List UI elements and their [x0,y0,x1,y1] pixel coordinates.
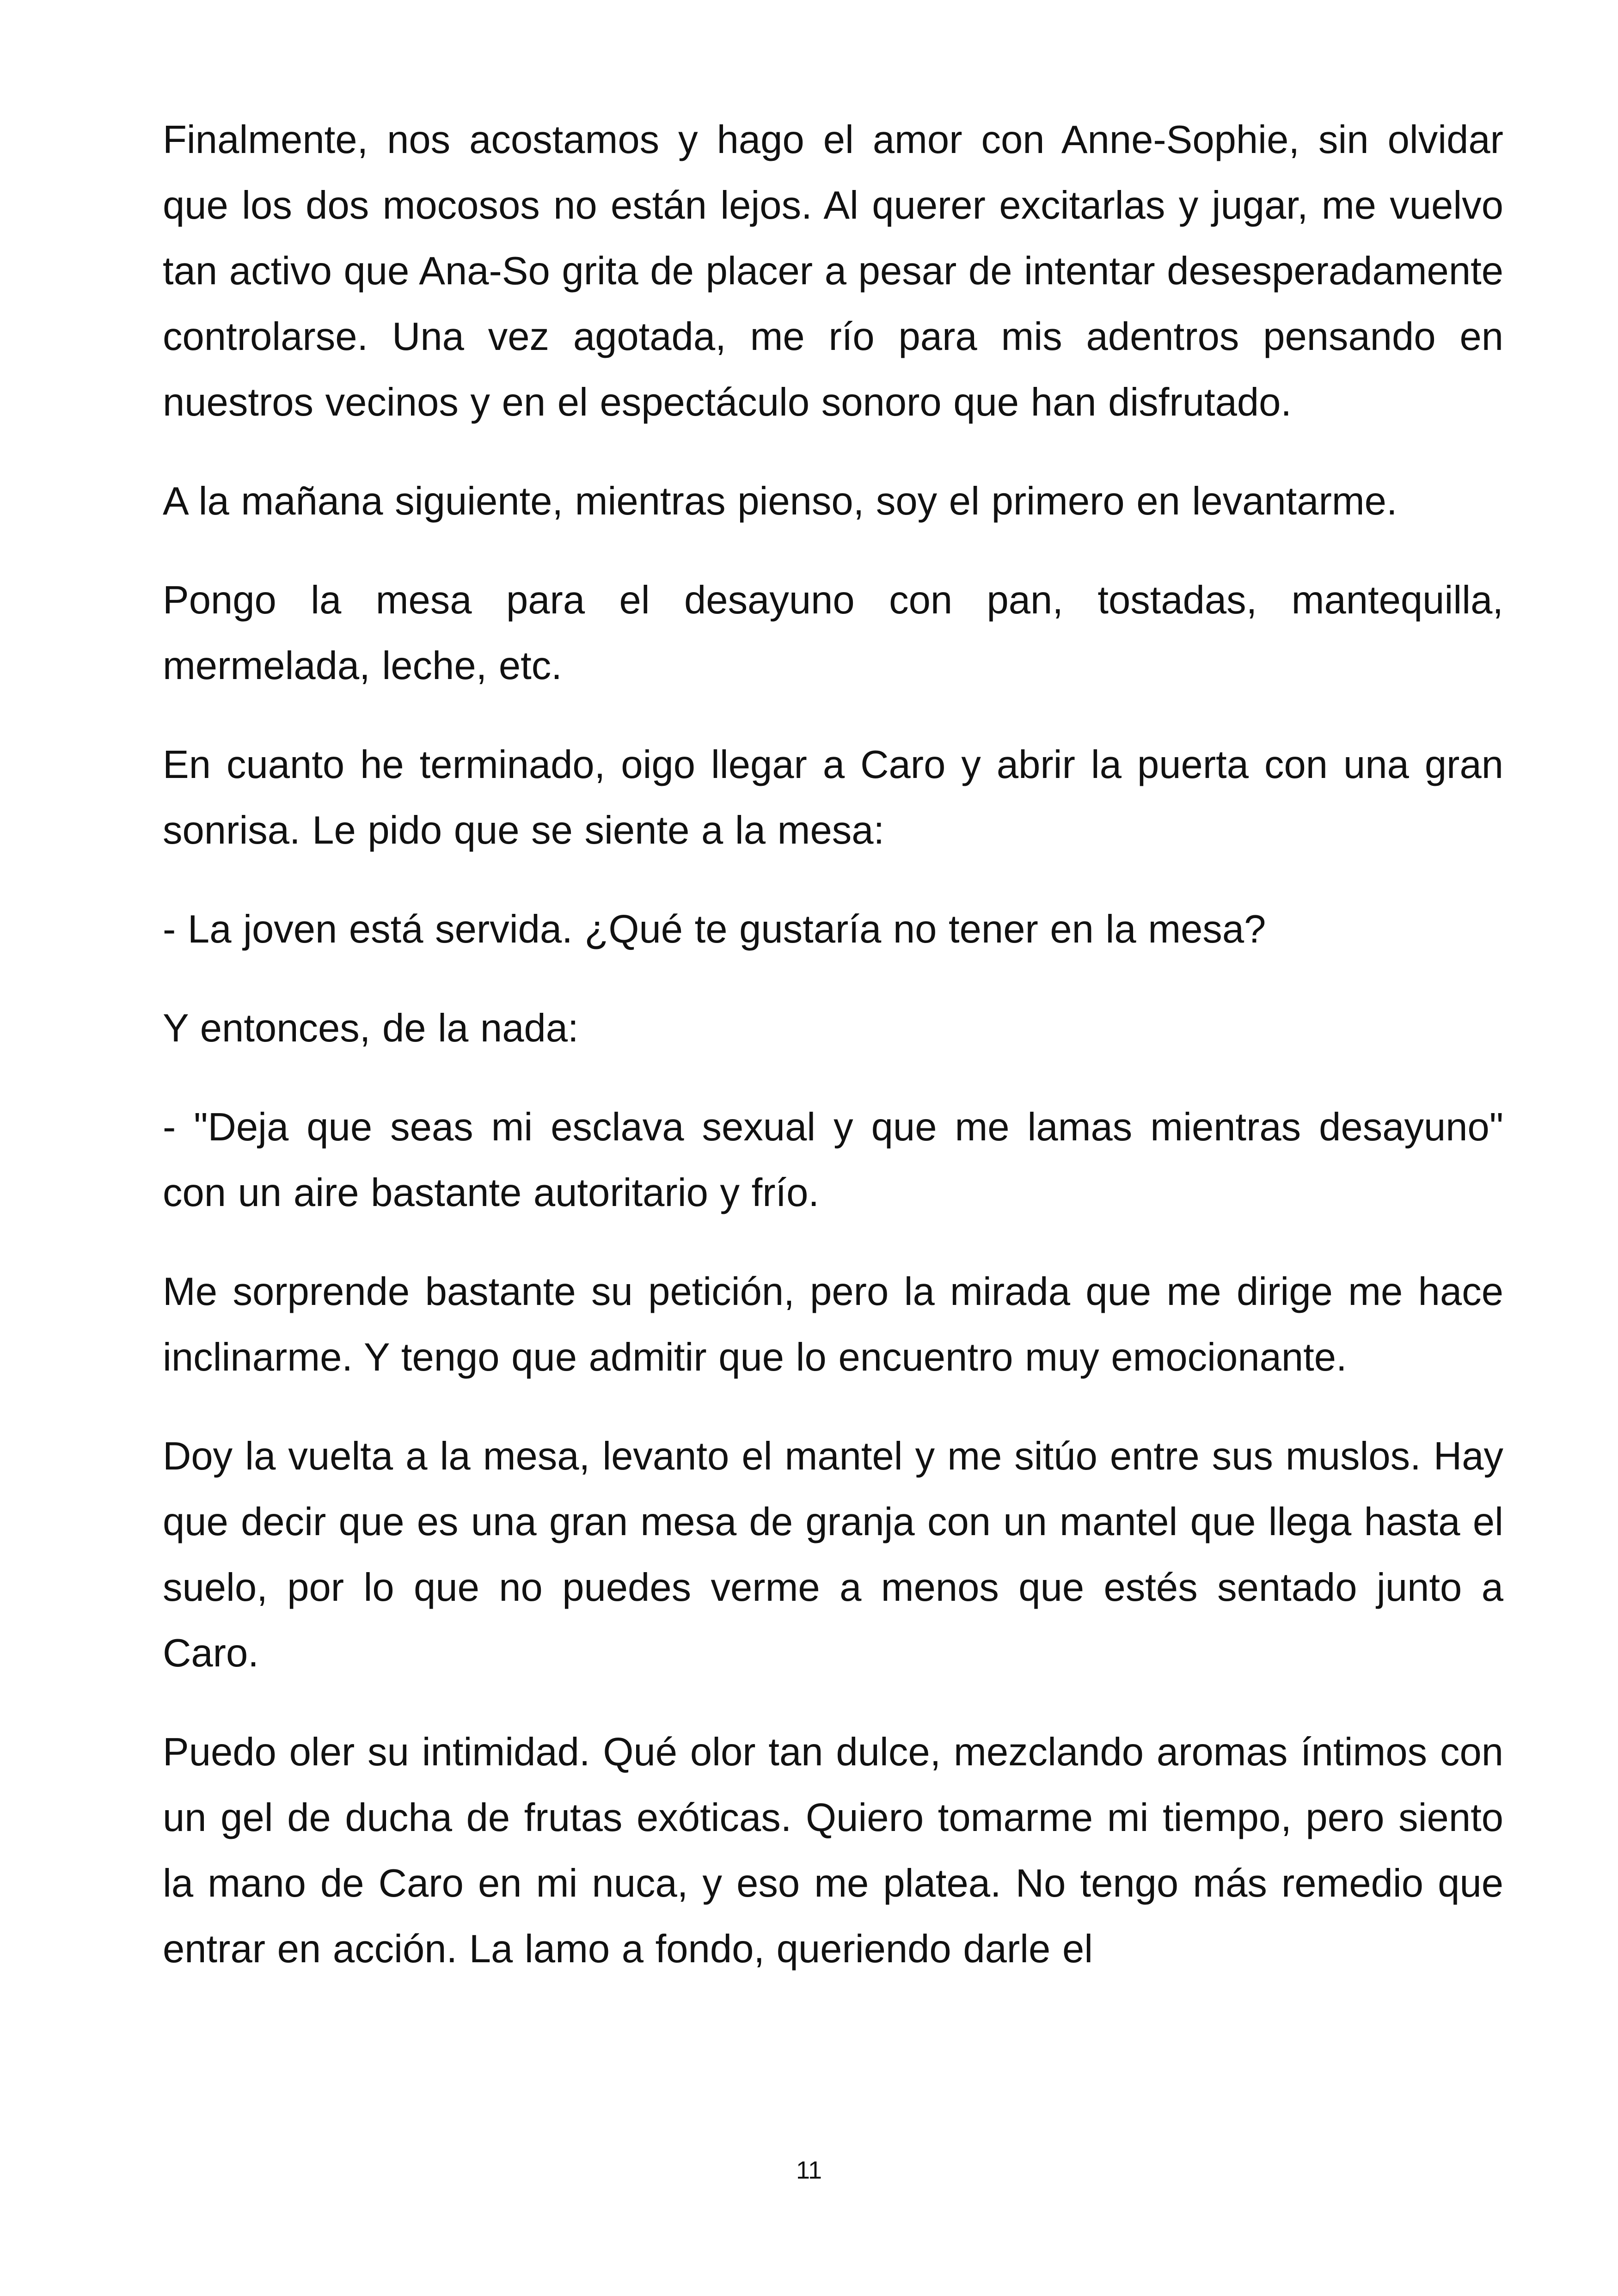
paragraph-2: A la mañana siguiente, mientras pienso, soy el primero en levantarme. [163,479,1397,523]
page-number: 11 [796,2156,822,2184]
paragraph-6: Y entonces, de la nada: [163,1006,579,1050]
paragraph-8: Me sorprende bastante su petición, pero la mirada que me dirige me hace inclinarme. Y tengo que admitir que lo encuentro muy emocionante. [163,1270,1503,1379]
paragraph-7: - "Deja que seas mi esclava sexual y que me lamas mientras desayuno" con un aire bastante autoritario y frío. [163,1105,1503,1215]
paragraph-9: Doy la vuelta a la mesa, levanto el mantel y me sitúo entre sus muslos. Hay que decir que es una gran mesa de granja con un mantel que llega hasta el suelo, por lo que no puedes verme a menos que estés sentado junto a Caro. [163,1434,1503,1675]
paragraph-4: En cuanto he terminado, oigo llegar a Caro y abrir la puerta con una gran sonrisa. Le pido que se siente a la mesa: [163,743,1503,852]
body-text [163,107,1503,2015]
paragraph-10: Puedo oler su intimidad. Qué olor tan dulce, mezclando aromas íntimos con un gel de ducha de frutas exóticas. Quiero tomarme mi tiempo, pero siento la mano de Caro en mi nuca, y eso me platea. No tengo más remedio que entrar en acción. La lamo a fondo, queriendo darle el [163,1730,1503,1971]
paragraph-5: - La joven está servida. ¿Qué te gustaría no tener en la mesa? [163,907,1266,951]
paragraph-3: Pongo la mesa para el desayuno con pan, tostadas, mantequilla, mermelada, leche, etc. [163,578,1503,688]
paragraph-1: Finalmente, nos acostamos y hago el amor con Anne-Sophie, sin olvidar que los dos mocosos no están lejos. Al querer excitarlas y jugar, me vuelvo tan activo que Ana-So grita de placer a pesar de intentar desesperadamente controlarse. Una vez agotada, me río para mis adentros pensando en nuestros vecinos y en el espectáculo sonoro que han disfrutado. [163,118,1503,424]
